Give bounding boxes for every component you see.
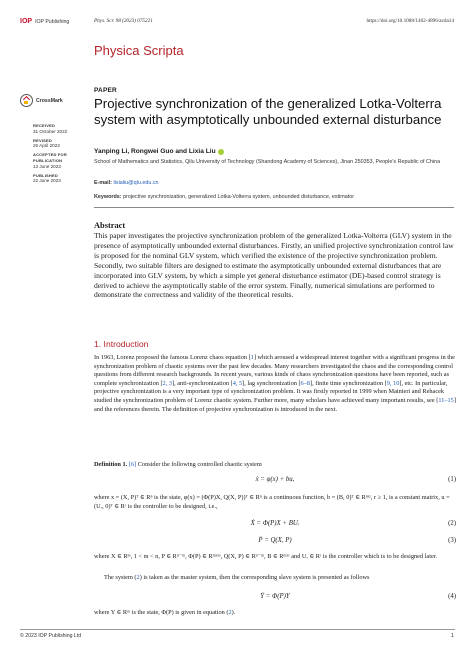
keywords-text: projective synchronization, generalized Lotka-Volterra system, unbounded disturbance, estimator [123,194,355,200]
equation-link[interactable]: 2 [228,609,232,616]
divider [94,207,454,208]
publication-dates [33,123,87,187]
page-number: 1 [450,633,454,639]
abstract-text: This paper investigates the projective synchronization problem of the generalized Lotka-Volterra (GLV) system in the presence of asymptotically unbounded external disturbances. Firstly, an unified projective synchronization control law is proposed for the nominal GLV system, which verified the existence of the projective synchronization problem. Secondly, two suitable filters are designed to estimate the asymptotically unbounded external disturbances that are incorporated into GLV system, by which a simple yet general disturbance estimator (DE)-based control strategy is derived to achieve the asymptotically stable of the error system. Finally, numerical simulations are performed to demonstrate the correctness and validity of the theoretical results. [94,231,454,300]
publisher-name: IOP Publishing [35,18,70,25]
equation-number: (4) [448,593,456,600]
keywords-line [94,194,454,200]
equation-link[interactable]: 2 [136,574,140,581]
email-label: E-mail: [94,180,112,186]
equation-formula: Ẏ = Φ(P)Y [260,593,290,600]
journal-name[interactable]: Physica Scripta [94,43,184,58]
where-paragraph: where Y ∈ Rᵐ is the state, Φ(P) is given in equation (2). [94,609,236,616]
citation-link[interactable]: 4, 5 [232,379,243,387]
keywords-label: Keywords: [94,194,122,200]
equation-formula: Ṗ = Q(X, P) [258,537,292,544]
author-names: Yanping Li, Rongwei Guo and Lixia Liu [94,148,216,155]
date-received: RECEIVED 31 October 2022 [33,123,68,134]
equation-1 [94,476,456,486]
slave-system-paragraph: The system (2) is taken as the master system, then the corresponding slave system is presented as follows [104,574,370,581]
crossmark-badge[interactable] [20,94,63,107]
equation-formula: ẋ = φ(x) + bu, [255,476,295,483]
orcid-icon[interactable] [218,149,224,155]
citation: Phys. Scr. 98 (2023) 075221 [94,18,153,24]
citation-link[interactable]: 9, 10 [386,379,400,387]
crossmark-label: CrossMark [36,97,63,104]
definition-label: Definition 1. [94,461,128,468]
equation-formula: Ẋ = Φ(P)X + BUᵣ [250,520,300,527]
publisher-logo [20,18,69,25]
definition-text: Consider the following controlled chaotic system [137,461,262,468]
email-link[interactable]: lixialiu@qlu.edu.cn [113,180,159,186]
where-paragraph: where x = (X, P)ᵀ ∈ Rⁿ is the state, φ(x) = (Φ(P)X, Q(X, P))ᵀ ∈ Rⁿ is a continuous function, b = (B, 0)ᵀ ∈ Rⁿˣʳ, r ≥ 1, is a constant matrix, u = (Uᵣ, 0)ᵀ ∈ Rʳ is the controller to be designed, i.e., [94,494,450,510]
email-line [94,180,159,186]
citation-link[interactable]: 11–15 [438,396,454,404]
authors [94,148,224,155]
equation-3 [94,537,456,547]
equation-2 [94,520,456,530]
article-type: PAPER [94,87,117,94]
publisher-mark: IOP [20,18,33,25]
introduction-paragraph: In 1963, Lorenz proposed the famous Lorenz chaos equation [1] which aroused a widespread interest together with a significant progress in the synchronization problem of chaotic systems over the past few decades. Many researchers investigated the chaos and the corresponding control questions from different research backgrounds. In recent years, various kinds of chaos synchronization questions have been reported, such as complete synchronization [2, 3], anti-synchronization [4, 5], lag synchronization [6–8], finite time synchronization [9, 10], etc. In particular, projective synchronization is a very important type of synchronization problem. It was firstly reported in 1999 when Mainieri and Rehacek studied the synchronization problem of Lorenz chaotic system. Further more, many scholars have achieved many important results, see [11–15] and the references therein. The definition of projective synchronization is introduced in the next. [94,354,456,413]
citation-link[interactable]: 2, 3 [162,379,172,387]
affiliation: School of Mathematics and Statistics, Qilu University of Technology (Shandong Academy of Sciences), Jinan 250353, People's Republic of China [94,159,441,165]
equation-number: (3) [448,537,456,544]
crossmark-icon [20,94,33,107]
citation-link[interactable]: 6–8 [300,379,310,387]
copyright: © 2023 IOP Publishing Ltd [20,633,82,639]
citation-link[interactable]: 1 [250,354,254,361]
date-revised: REVISED 26 April 2023 [33,137,60,149]
section-heading-introduction: 1. Introduction [94,339,149,349]
equation-number: (2) [448,520,456,527]
date-accepted: ACCEPTED FOR PUBLICATION 13 June 2023 [33,152,67,169]
doi-link[interactable]: https://doi.org/10.1088/1402-4896/acda14 [366,18,454,24]
article-title: Projective synchronization of the generalized Lotka-Volterra system with asymptotically unbounded external disturbance [94,96,442,127]
abstract-heading: Abstract [94,221,126,230]
equation-4 [94,593,456,603]
equation-number: (1) [448,476,456,483]
footer-divider [20,629,455,630]
citation-link[interactable]: [6] [128,461,137,468]
definition [94,461,456,470]
date-published: PUBLISHED 22 June 2023 [33,172,61,184]
where-paragraph: where X ∈ Rᵐ, 1 < m < n, P ∈ Rⁿ⁻ᵐ, Φ(P) ∈ Rᵐˣᵐ, Q(X, P) ∈ Rⁿ⁻ᵐ, B ∈ Rᵐˣʳ and Uᵣ ∈ Rʳ is the controller which is to be designed later. [94,553,438,560]
